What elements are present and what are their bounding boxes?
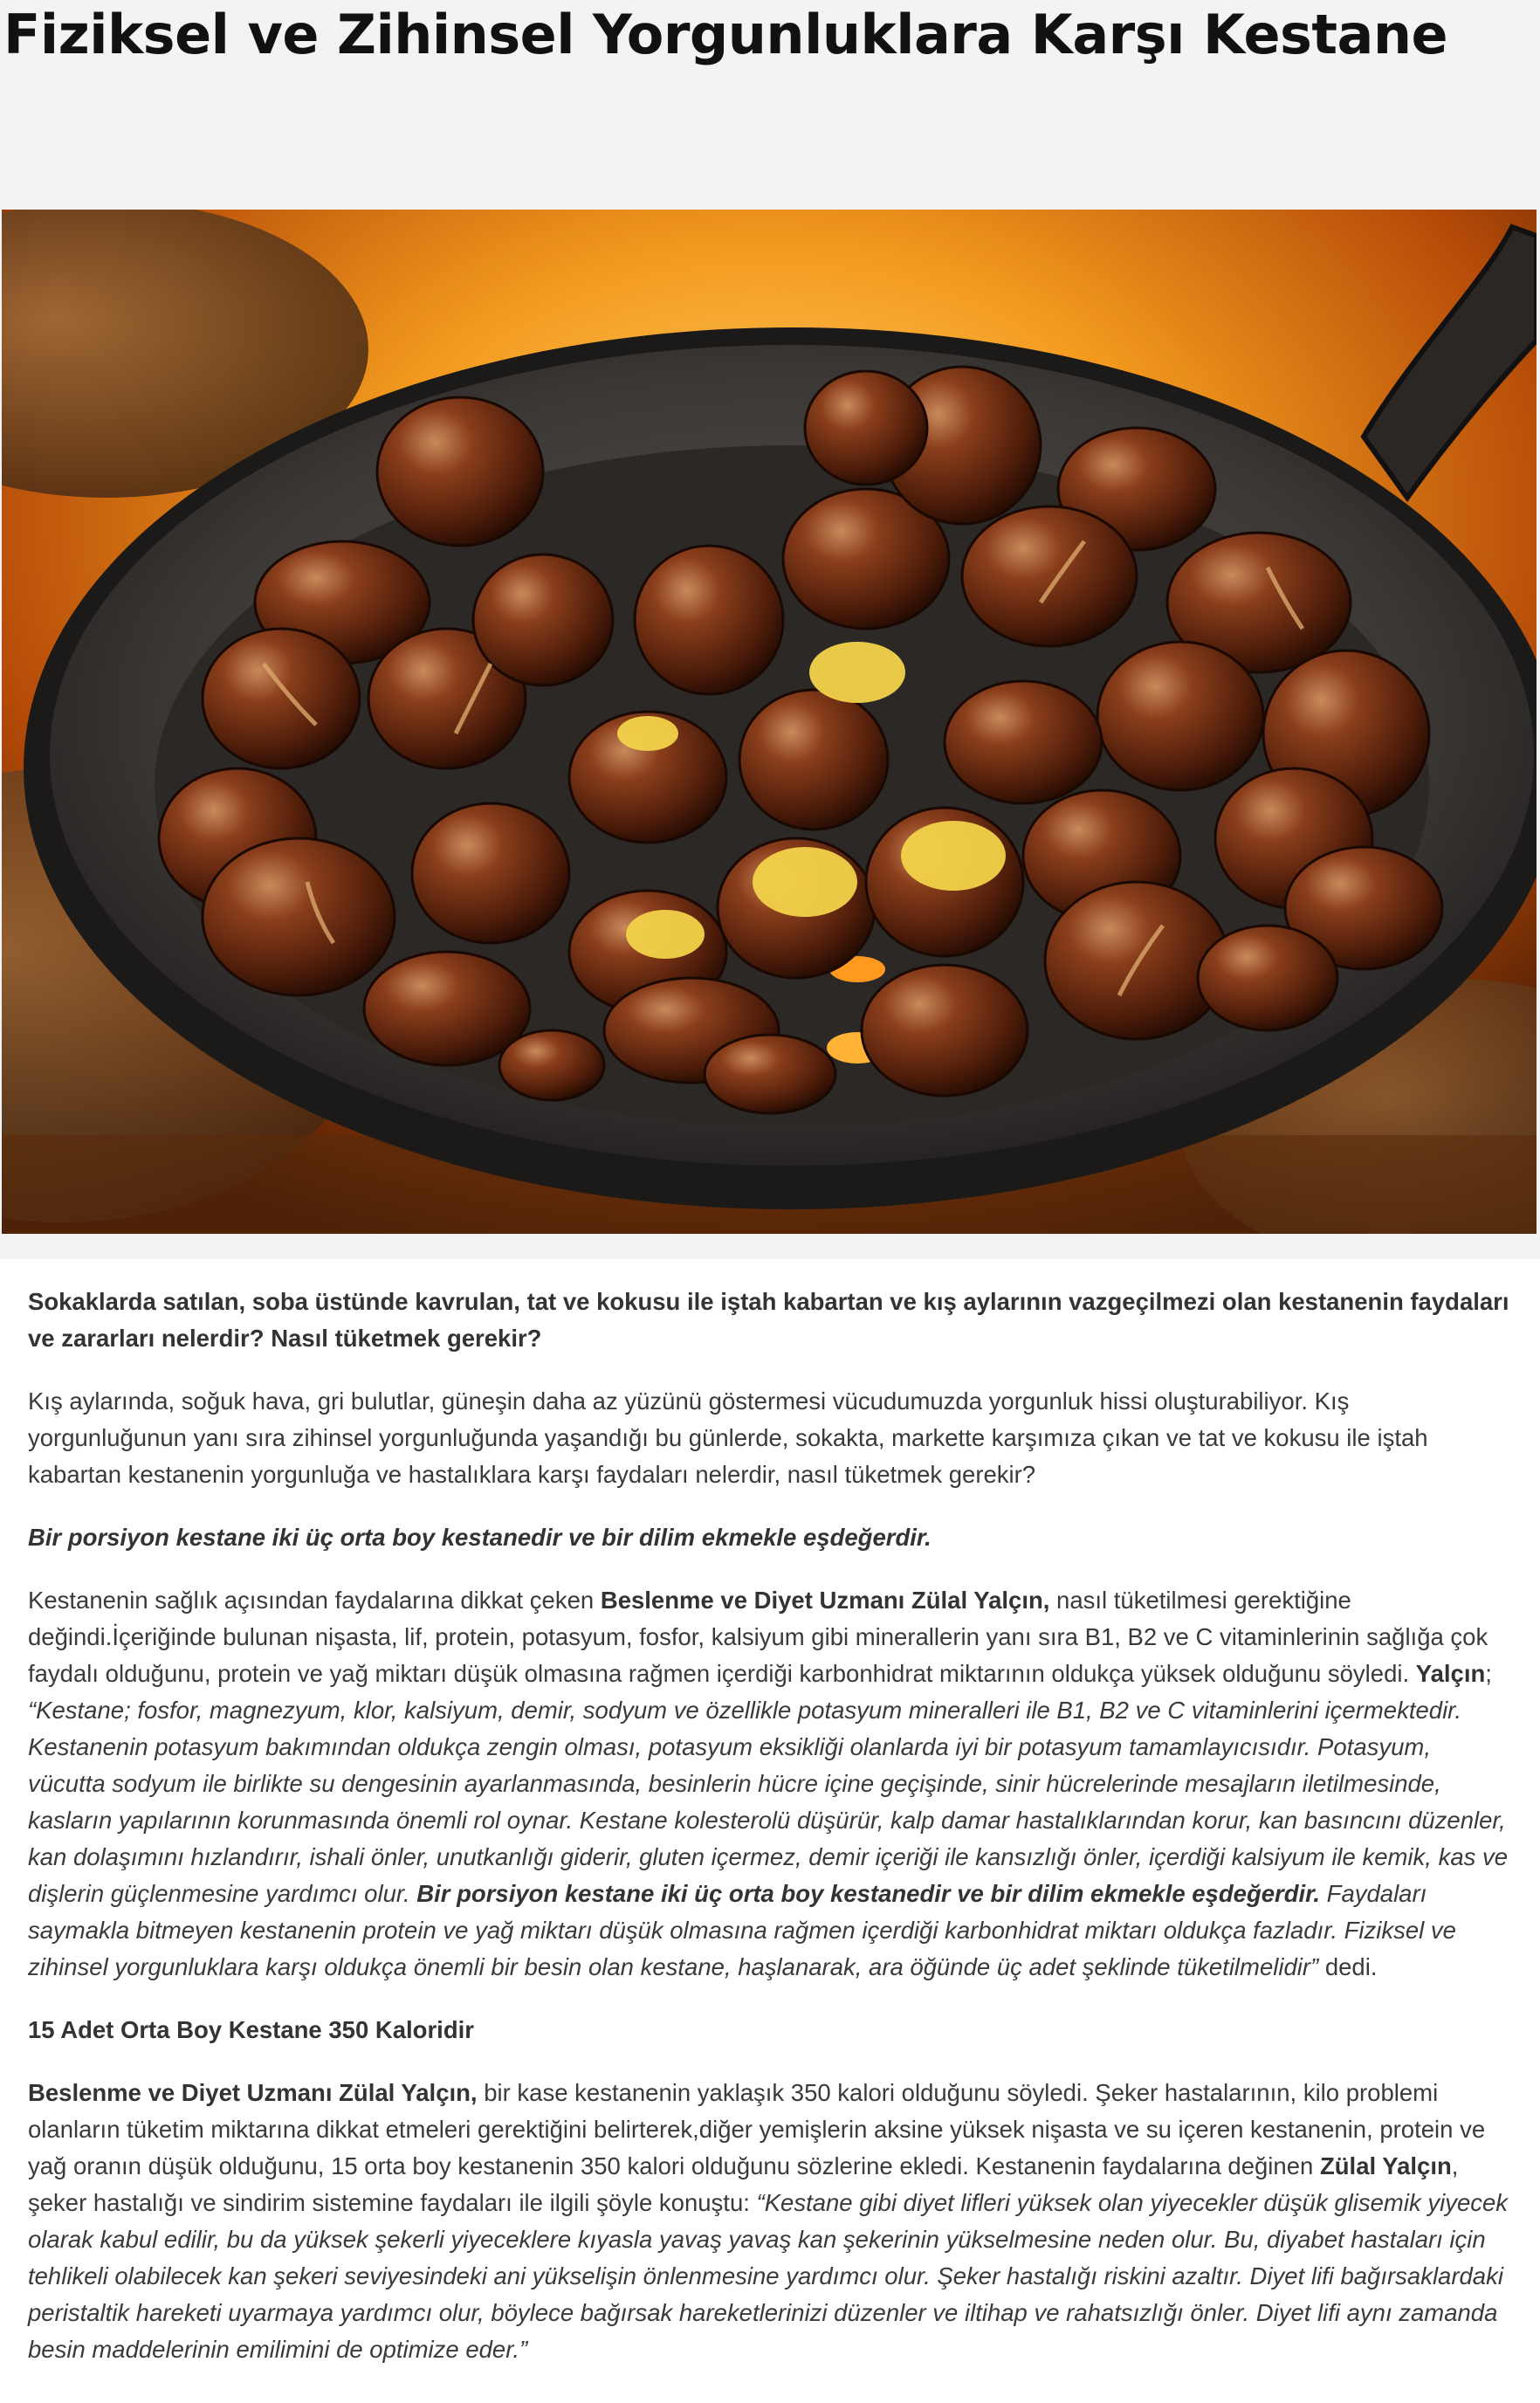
text-segment: dedi. bbox=[1318, 1953, 1378, 1980]
quote-text: Faydaları saymakla bitmeyen kestanenin protein ve yağ miktarı düşük olmasına rağmen içerdiği karbonhidrat miktarı oldukça fazladır. Fiziksel ve zihinsel yorgunluklara karşı oldukça önemli bir besin olan kestane, haşlanarak, ara öğünde üç adet şeklinde tüketilmelidir” bbox=[28, 1880, 1456, 1980]
highlight-text: Bir porsiyon kestane iki üç orta boy kestanedir ve bir dilim ekmekle eşdeğerdir. bbox=[28, 1524, 932, 1551]
subheading: 15 Adet Orta Boy Kestane 350 Kaloridir bbox=[28, 2016, 474, 2043]
highlight-paragraph bbox=[28, 1519, 1512, 1556]
article-body bbox=[0, 1259, 1540, 2403]
text-segment: , şeker hastalığı ve sindirim sistemine faydaları ile ilgili şöyle konuştu: bbox=[28, 2152, 1459, 2216]
expert-surname: Yalçın bbox=[1415, 1660, 1486, 1687]
quote-bold-text: Bir porsiyon kestane iki üç orta boy kestanedir ve bir dilim ekmekle eşdeğerdir. bbox=[416, 1880, 1320, 1907]
text-segment: nasıl tüketilmesi gerektiğine değindi.İçeriğinde bulunan nişasta, lif, protein, potasyum, fosfor, kalsiyum gibi minerallerin yanı sıra B1, B2 ve C vitaminlerinin sağlığa çok faydalı olduğunu, protein ve yağ miktarı düşük olmasına rağmen içerdiği karbonhidrat miktarının oldukça yüksek olduğunu söyledi. bbox=[28, 1587, 1488, 1687]
expert-name: Zülal Yalçın bbox=[1319, 2152, 1452, 2179]
expert-name: Beslenme ve Diyet Uzmanı Zülal Yalçın, bbox=[28, 2079, 478, 2106]
text-segment: ; bbox=[1485, 1660, 1492, 1687]
article-title: Fiziksel ve Zihinsel Yorgunluklara Karşı Kestane bbox=[3, 3, 1448, 66]
expert-name: Beslenme ve Diyet Uzmanı Zülal Yalçın, bbox=[600, 1587, 1050, 1614]
quote-text: “Kestane gibi diyet lifleri yüksek olan yiyecekler düşük glisemik yiyecek olarak kabul edilir, bu da yüksek şekerli yiyeceklere kıyasla yavaş yavaş kan şekerinin yükselmesine neden olur. Bu, diyabet hastaları için tehlikeli olabilecek kan şekeri seviyesindeki ani yükselişin önlenmesine yardımcı olur. Şeker hastalığı riskini azaltır. Diyet lifi bağırsaklardaki peristaltik hareketi uyarmaya yardımcı olur, böylece bağırsak hareketlerinizi düzenler ve iltihap ve rahatsızlığı önler. Diyet lifi aynı zamanda besin maddelerinin emilimini de optimize eder.” bbox=[28, 2189, 1509, 2363]
quote-text: “Kestane; fosfor, magnezyum, klor, kalsiyum, demir, sodyum ve özellikle potasyum mineralleri ile B1, B2 ve C vitaminlerini içermektedir. Kestanenin potasyum bakımından oldukça zengin olması, potasyum eksikliği olanlarda iyi bir potasyum tamamlayıcısıdır. Potasyum, vücutta sodyum ile birlikte su dengesinin ayarlanmasında, besinlerin hücre içine geçişinde, sinir hücrelerinde mesajların iletilmesinde, kasların yapılarının korunmasında önemli rol oynar. Kestane kolesterolü düşürür, kalp damar hastalıklarından korur, kan basıncını düzenler, kan dolaşımını hızlandırır, ishali önler, unutkanlığı giderir, gluten içermez, demir içeriği ile kansızlığı önler, içerdiği kalsiyum ile kemik, kas ve dişlerin güçlenmesine yardımcı olur. bbox=[28, 1697, 1509, 1907]
text-segment: bir kase kestanenin yaklaşık 350 kalori olduğunu söyledi. Şeker hastalarının, kilo problemi olanların tüketim miktarına dikkat etmeleri gerektiğini belirterek,diğer yemişlerin aksine yüksek nişasta ve su içeren kestanenin, protein ve yağ oranın düşük olduğunu, 15 orta boy kestanenin 350 kalori olduğunu sözlerine ekledi. Kestanenin faydalarına değinen bbox=[28, 2079, 1486, 2179]
paragraph-expert-quote bbox=[28, 1582, 1512, 1986]
paragraph-intro: Kış aylarında, soğuk hava, gri bulutlar, güneşin daha az yüzünü göstermesi vücudumuzda yorgunluk hissi oluşturabiliyor. Kış yorgunluğunun yanı sıra zihinsel yorgunluğunda yaşandığı bu günlerde, sokakta, markette karşımıza çıkan ve tat ve kokusu ile iştah kabartan kestanenin yorgunluğa ve hastalıklara karşı faydaları nelerdir, nasıl tüketmek gerekir? bbox=[28, 1387, 1428, 1488]
lead-paragraph: Sokaklarda satılan, soba üstünde kavrulan, tat ve kokusu ile iştah kabartan ve kış aylarının vazgeçilmezi olan kestanenin faydaları ve zararları nelerdir? Nasıl tüketmek gerekir? bbox=[28, 1288, 1509, 1352]
text-segment: Kestanenin sağlık açısından faydalarına dikkat çeken bbox=[28, 1587, 601, 1614]
hero-image bbox=[2, 210, 1537, 1234]
paragraph-calories bbox=[28, 2075, 1512, 2368]
roasted-chestnuts-pan-icon bbox=[2, 210, 1537, 1234]
